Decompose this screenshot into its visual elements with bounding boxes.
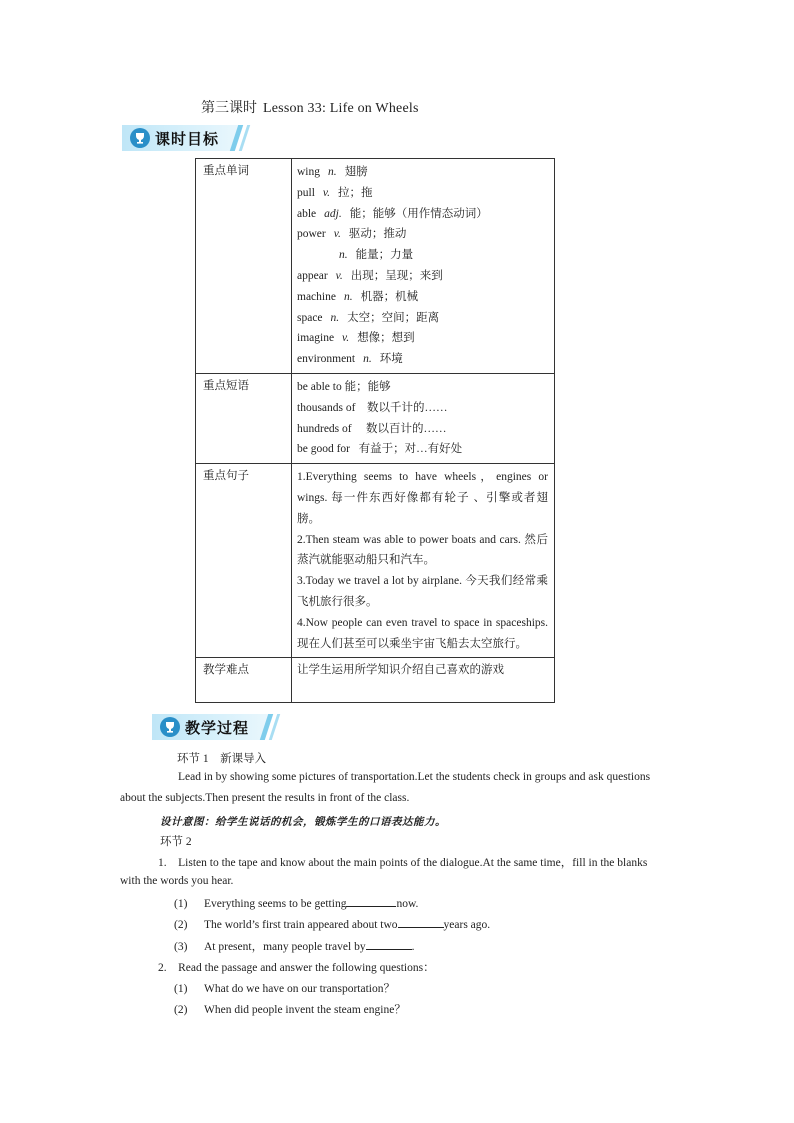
table-row (196, 159, 555, 374)
sentences-cell (292, 464, 555, 658)
vocab-item: n. 能量；力量 (339, 249, 414, 262)
vocab-item: power v. 驱动；推动 (297, 228, 407, 241)
step1-text-line2: about the subjects.Then present the results in front of the class. (120, 792, 410, 804)
answer-blank[interactable] (366, 939, 412, 950)
section-banner-goals (122, 125, 252, 151)
section-title-goals: 课时目标 (155, 130, 220, 148)
vocab-item: able adj. 能；能够（用作情态动词） (297, 207, 488, 220)
phrase-item: be good for 有益于；对…有好处 (297, 443, 463, 456)
sentence-item: 4.Now people can even travel to space in spaceships. 现在人们甚至可以乘坐宇宙飞船去太空旅行。 (297, 616, 548, 650)
table-row (196, 373, 555, 463)
q2-line: 2. Read the passage and answer the following questions： (158, 962, 435, 974)
phrases-cell (292, 373, 555, 463)
q2-item-2: (2) When did people invent the steam engine？ (174, 1004, 406, 1016)
q1-item-2: (2) The world’s first train appeared about two years ago. (174, 919, 491, 931)
vocab-item: pull v. 拉；拖 (297, 186, 373, 199)
difficulty-head: 教学难点 (196, 658, 292, 703)
vocab-item: machine n. 机器；机械 (297, 290, 419, 303)
trophy-icon (160, 717, 180, 737)
vocab-item: appear v. 出现；呈现；来到 (297, 269, 443, 282)
answer-blank[interactable] (346, 896, 396, 907)
lesson-goals-table (195, 158, 555, 703)
vocab-cell (292, 159, 555, 374)
q2-item-1: (1) What do we have on our transportation？ (174, 983, 395, 995)
q1-item-1: (1) Everything seems to be getting now. (174, 898, 419, 910)
q1-line2: with the words you hear. (120, 875, 234, 887)
step1-text-line1: Lead in by showing some pictures of transportation.Let the students check in groups and ask questions (178, 771, 651, 783)
vocab-item: space n. 太空；空间；距离 (297, 311, 440, 324)
step1-label: 环节 1 新课导入 (177, 753, 267, 765)
difficulty-cell: 让学生运用所学知识介绍自己喜欢的游戏 (292, 658, 555, 703)
phrases-head: 重点短语 (196, 373, 292, 463)
lesson-title-cn: 第三课时 (201, 101, 257, 116)
q1-line1: 1. Listen to the tape and know about the main points of the dialogue.At the same time，fill in the blanks (158, 857, 648, 869)
phrase-item: thousands of 数以千计的…… (297, 401, 448, 414)
vocab-item: environment n. 环境 (297, 353, 403, 366)
sentences-head: 重点句子 (196, 464, 292, 658)
sentence-item: 1.Everything seems to have wheels，engines or wings. 每一件东西好像都有轮子 、引擎或者翅膀。 (297, 471, 548, 525)
table-row (196, 658, 555, 703)
answer-blank[interactable] (398, 917, 444, 928)
vocab-item: imagine v. 想像；想到 (297, 332, 415, 345)
vocab-item: wing n. 翅膀 (297, 166, 368, 178)
lesson-title (201, 97, 419, 117)
q1-item-3: (3) At present，many people travel by . (174, 941, 415, 953)
section-title-process: 教学过程 (185, 719, 250, 737)
phrase-item: hundreds of 数以百计的…… (297, 422, 447, 435)
design-note: 设计意图：给学生说话的机会，锻炼学生的口语表达能力。 (160, 816, 446, 828)
trophy-icon (130, 128, 150, 148)
phrase-item: be able to 能；能够 (297, 380, 391, 393)
step2-label: 环节 2 (160, 836, 192, 848)
section-banner-process (152, 714, 282, 740)
vocab-head: 重点单词 (196, 159, 292, 374)
sentence-item: 3.Today we travel a lot by airplane. 今天我们经常乘飞机旅行很多。 (297, 575, 548, 608)
sentence-item: 2.Then steam was able to power boats and cars. 然后蒸汽就能驱动船只和汽车。 (297, 533, 548, 567)
table-row (196, 464, 555, 658)
lesson-title-en: Lesson 33: Life on Wheels (263, 101, 419, 116)
